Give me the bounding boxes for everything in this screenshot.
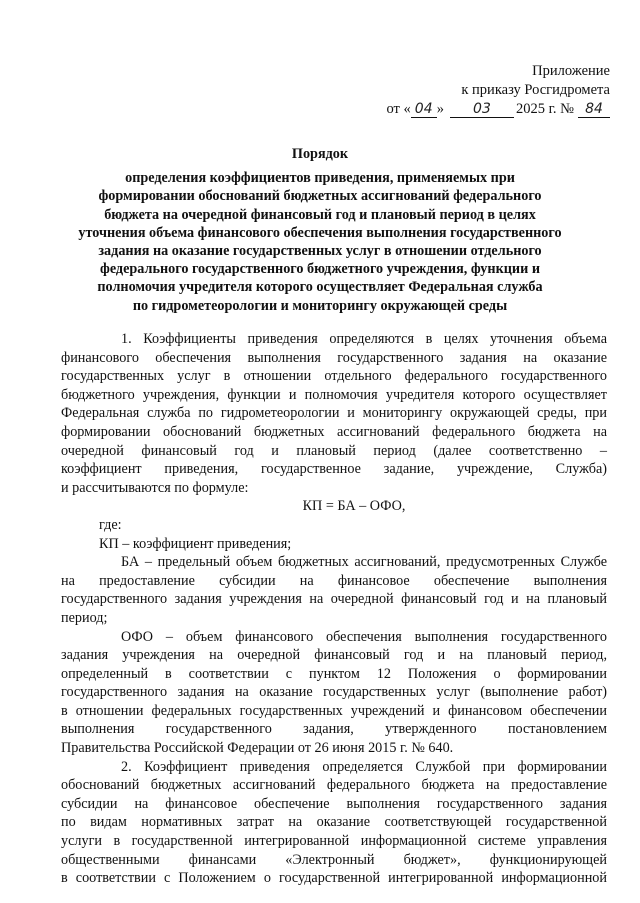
month-field [450, 102, 514, 118]
order-date-number [310, 100, 610, 119]
definition-kp: КП – коэффициент приведения; [99, 535, 292, 552]
day-field [411, 102, 437, 118]
paragraph-1-line: формировании обоснований бюджетных ассигнований федерального бюджета на [61, 423, 607, 440]
month-handwritten: 03 [473, 101, 491, 117]
paragraph-1-line: и рассчитываются по формуле: [61, 479, 249, 496]
paragraph-1-line: финансового обеспечения выполнения государственного задания на оказание [61, 349, 607, 366]
definition-ba-line: государственного задания учреждения на очередной финансовый год и на плановый [61, 591, 607, 608]
definition-ofo-line: в отношении федеральных государственных учреждений и финансовом обеспечении [61, 702, 607, 719]
paragraph-2-line: обоснований бюджетных ассигнований федерального бюджета на предоставление [61, 777, 607, 794]
paragraph-1-line: очередной финансовый год и плановый период (далее соответственно – [61, 442, 607, 459]
paragraph-2-line: субсидии на финансовое обеспечение выполнения государственного задания [61, 795, 607, 812]
title-line: уточнения объема финансового обеспечения выполнения государственного [78, 224, 562, 241]
definition-ofo-line: Правительства Российской Федерации от 26 июня 2015 г. № 640. [61, 740, 454, 757]
definition-ofo-line: определенный в соответствии с пунктом 12 Положения о формировании [61, 665, 607, 682]
title-line: формировании обоснований бюджетных ассигнований федерального [98, 188, 542, 205]
document-title [60, 145, 580, 315]
paragraph-2-line: общественными финансами «Электронный бюджет», функционирующей [61, 851, 607, 868]
title-line: задания на оказание государственных услуг в отношении отдельного [98, 243, 542, 260]
paragraph-1-line: бюджетного учреждения, функции и полномочия учредителя которого осуществляет [61, 386, 607, 403]
number-field [578, 102, 610, 118]
paragraph-2-line: услуги в государственной интегрированной информационной системе управления [61, 833, 607, 850]
date-mid: » [436, 101, 444, 117]
definition-ofo-line: задания учреждения на очередной финансовый год и на плановый период, [61, 647, 607, 664]
paragraph-1-line: государственных услуг в отношении отдельного федерального государственного [61, 368, 607, 385]
title-line: определения коэффициентов приведения, применяемых при [125, 170, 515, 187]
definition-ba-line: БА – предельный объем бюджетных ассигнований, предусмотренных Службе [121, 554, 607, 571]
paragraph-2-line: 2. Коэффициент приведения определяется Службой при формировании [121, 758, 607, 775]
definition-ofo-line: ОФО – объем финансового обеспечения выполнения государственного [121, 628, 607, 645]
title-line: федерального государственного бюджетного учреждения, функции и [100, 261, 540, 278]
order-reference: к приказу Росгидромета [461, 82, 610, 98]
formula: КП = БА – ОФО, [302, 498, 406, 515]
paragraph-1-line: коэффициент приведения, государственное задание, учреждение, Служба) [61, 461, 607, 478]
definition-ofo-line: выполнения государственного задания, утвержденного постановлением [61, 721, 607, 738]
paragraph-1-line: 1. Коэффициенты приведения определяются в целях уточнения объема [121, 331, 607, 347]
definition-ba-line: период; [61, 609, 108, 626]
date-prefix: от « [386, 101, 411, 117]
appendix-header [310, 62, 610, 119]
title-line: по гидрометеорологии и мониторингу окружающей среды [132, 297, 508, 314]
document-body [61, 330, 607, 888]
year-number-label: 2025 г. № [515, 101, 574, 117]
paragraph-2-line: по видам нормативных затрат на оказание соответствующей государственной [61, 814, 607, 831]
appendix-label: Приложение [532, 63, 610, 79]
title-line: бюджета на очередной финансовый год и плановый период в целях [104, 206, 536, 223]
definition-ba-line: на предоставление субсидии на финансовое обеспечение выполнения [61, 572, 607, 589]
number-handwritten: 84 [585, 101, 603, 117]
paragraph-2-line: в соответствии с Положением о государственной интегрированной информационной [61, 870, 607, 887]
paragraph-1-line: Федеральная служба по гидрометеорологии и мониторингу окружающей среды, при [61, 405, 607, 422]
title-heading: Порядок [291, 146, 349, 162]
definition-ofo-line: государственного задания на оказание государственных услуг (выполнение работ) [61, 684, 607, 701]
where-label: где: [99, 516, 122, 533]
day-handwritten: 04 [414, 101, 433, 117]
title-line: полномочия учредителя которого осуществляет Федеральная служба [97, 279, 543, 296]
